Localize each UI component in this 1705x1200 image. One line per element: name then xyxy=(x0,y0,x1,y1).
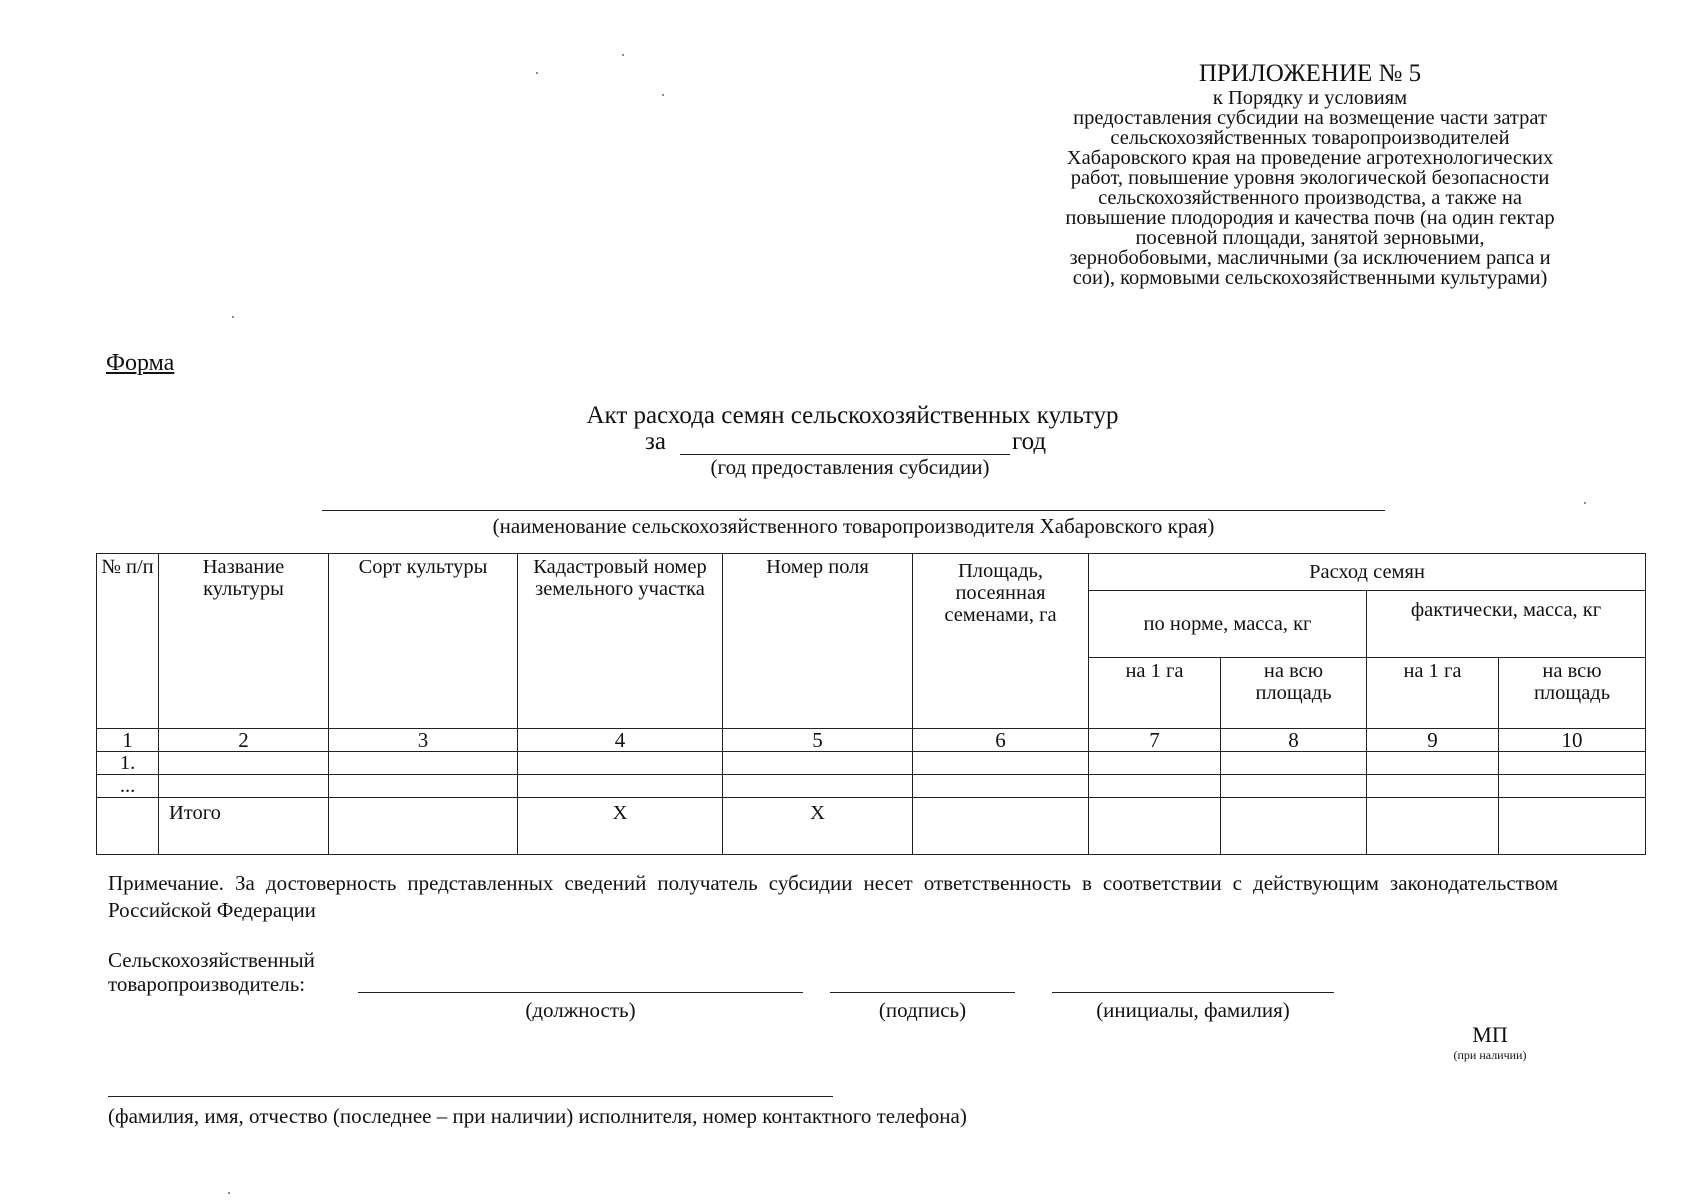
header-field-no: Номер поля xyxy=(723,554,913,729)
scan-speck xyxy=(1584,502,1586,504)
column-number: 5 xyxy=(723,729,913,752)
executor-caption: (фамилия, имя, отчество (последнее – при наличии) исполнителя, номер контактного телефона) xyxy=(108,1104,967,1128)
signature-blank-field[interactable] xyxy=(830,992,1015,993)
table-cell[interactable] xyxy=(913,752,1089,775)
appendix-line: к Порядку и условиям xyxy=(1212,87,1408,109)
position-blank-field[interactable] xyxy=(358,992,803,993)
position-caption: (должность) xyxy=(525,998,636,1022)
signature-caption: (подпись) xyxy=(878,998,967,1022)
table-row xyxy=(97,775,1646,798)
header-by-norm: по норме, масса, кг xyxy=(1089,591,1367,658)
forma-label: Форма xyxy=(106,350,175,376)
org-caption: (наименование сельскохозяйственного товаропроизводителя Хабаровского края) xyxy=(492,514,1215,538)
table-cell[interactable] xyxy=(329,775,518,798)
table-cell[interactable] xyxy=(1221,775,1367,798)
name-caption: (инициалы, фамилия) xyxy=(1096,998,1290,1022)
scan-speck xyxy=(662,94,664,96)
header-actual: фактически, масса, кг xyxy=(1367,591,1646,658)
note-text: Примечание. За достоверность представленных сведений получатель субсидии несет ответственность в соответствии с действующим законодательством Российской Федерации xyxy=(108,871,1558,922)
table-cell[interactable] xyxy=(1499,798,1646,855)
column-number: 9 xyxy=(1367,729,1499,752)
column-number: 7 xyxy=(1089,729,1221,752)
column-number: 2 xyxy=(159,729,329,752)
header-seed-use: Расход семян xyxy=(1089,554,1646,591)
za-label: за xyxy=(645,428,666,455)
column-number: 6 xyxy=(913,729,1089,752)
table-row xyxy=(97,752,1646,775)
table-cell[interactable] xyxy=(723,775,913,798)
seed-usage-table xyxy=(96,553,1646,855)
stamp-label: МП xyxy=(1472,1022,1508,1047)
table-cell[interactable] xyxy=(1499,752,1646,775)
name-blank-field[interactable] xyxy=(1052,992,1334,993)
act-title: Акт расхода семян сельскохозяйственных культур xyxy=(586,402,1119,429)
table-cell[interactable] xyxy=(913,798,1089,855)
appendix-line: сельскохозяйственных товаропроизводителей xyxy=(1110,127,1510,149)
column-number: 8 xyxy=(1221,729,1367,752)
header-crop-variety: Сорт культуры xyxy=(329,554,518,729)
producer-line2: товаропроизводитель: xyxy=(108,972,306,996)
column-number: 4 xyxy=(518,729,723,752)
table-cell[interactable] xyxy=(723,752,913,775)
appendix-block xyxy=(990,60,1630,288)
table-cell[interactable] xyxy=(1367,752,1499,775)
column-number: 1 xyxy=(97,729,159,752)
org-name-blank-field[interactable] xyxy=(322,510,1385,511)
row-num: ... xyxy=(97,775,159,798)
total-row xyxy=(97,798,1646,855)
table-cell[interactable] xyxy=(1221,752,1367,775)
table-cell[interactable] xyxy=(1089,775,1221,798)
scan-speck xyxy=(622,54,624,56)
table-cell[interactable] xyxy=(159,775,329,798)
header-actual-per-ha: на 1 га xyxy=(1367,658,1499,729)
god-label: год xyxy=(1012,428,1047,455)
total-x-mark: X xyxy=(723,798,913,855)
table-cell[interactable] xyxy=(159,752,329,775)
header-num: № п/п xyxy=(97,554,159,729)
total-x-mark: X xyxy=(518,798,723,855)
table-cell[interactable] xyxy=(913,775,1089,798)
appendix-line: посевной площади, занятой зерновыми, xyxy=(1135,227,1485,249)
total-label: Итого xyxy=(159,798,329,855)
year-caption: (год предоставления субсидии) xyxy=(710,455,990,479)
table-cell[interactable] xyxy=(329,798,518,855)
appendix-line: повышение плодородия и качества почв (на один гектар xyxy=(1065,207,1555,229)
table-cell[interactable] xyxy=(1367,798,1499,855)
appendix-line: работ, повышение уровня экологической безопасности xyxy=(1070,167,1550,189)
header-cadastral: Кадастровый номер земельного участка xyxy=(518,554,723,729)
scan-speck xyxy=(232,316,234,318)
appendix-line: предоставления субсидии на возмещение части затрат xyxy=(1073,107,1547,129)
appendix-line: сои), кормовыми сельскохозяйственными культурами) xyxy=(1072,267,1548,289)
stamp-mark xyxy=(1440,1022,1540,1065)
header-area: Площадь, посеянная семенами, га xyxy=(913,554,1089,729)
appendix-line: зернобобовыми, масличными (за исключением рапса и xyxy=(1069,247,1551,269)
table-cell[interactable] xyxy=(1367,775,1499,798)
appendix-line: Хабаровского края на проведение агротехнологических xyxy=(1066,147,1554,169)
table-cell[interactable] xyxy=(329,752,518,775)
table-cell[interactable] xyxy=(1499,775,1646,798)
column-number: 10 xyxy=(1499,729,1646,752)
table-cell[interactable] xyxy=(1089,752,1221,775)
column-number: 3 xyxy=(329,729,518,752)
scan-speck xyxy=(536,72,538,74)
producer-label xyxy=(108,948,315,996)
row-num: 1. xyxy=(97,752,159,775)
header-crop-name: Название культуры xyxy=(159,554,329,729)
header-norm-per-ha: на 1 га xyxy=(1089,658,1221,729)
stamp-note: (при наличии) xyxy=(1453,1048,1527,1062)
table-cell[interactable] xyxy=(518,752,723,775)
table-cell xyxy=(97,798,159,855)
table-cell[interactable] xyxy=(518,775,723,798)
appendix-title: ПРИЛОЖЕНИЕ № 5 xyxy=(1198,60,1422,87)
year-row xyxy=(640,428,1060,458)
table-cell[interactable] xyxy=(1221,798,1367,855)
scan-speck xyxy=(228,1192,230,1194)
table-cell[interactable] xyxy=(1089,798,1221,855)
appendix-line: сельскохозяйственного производства, а также на xyxy=(1098,187,1522,209)
executor-blank-field[interactable] xyxy=(108,1096,833,1097)
header-norm-total-area: на всю площадь xyxy=(1221,658,1367,729)
producer-line1: Сельскохозяйственный xyxy=(108,948,315,972)
header-actual-total-area: на всю площадь xyxy=(1499,658,1646,729)
